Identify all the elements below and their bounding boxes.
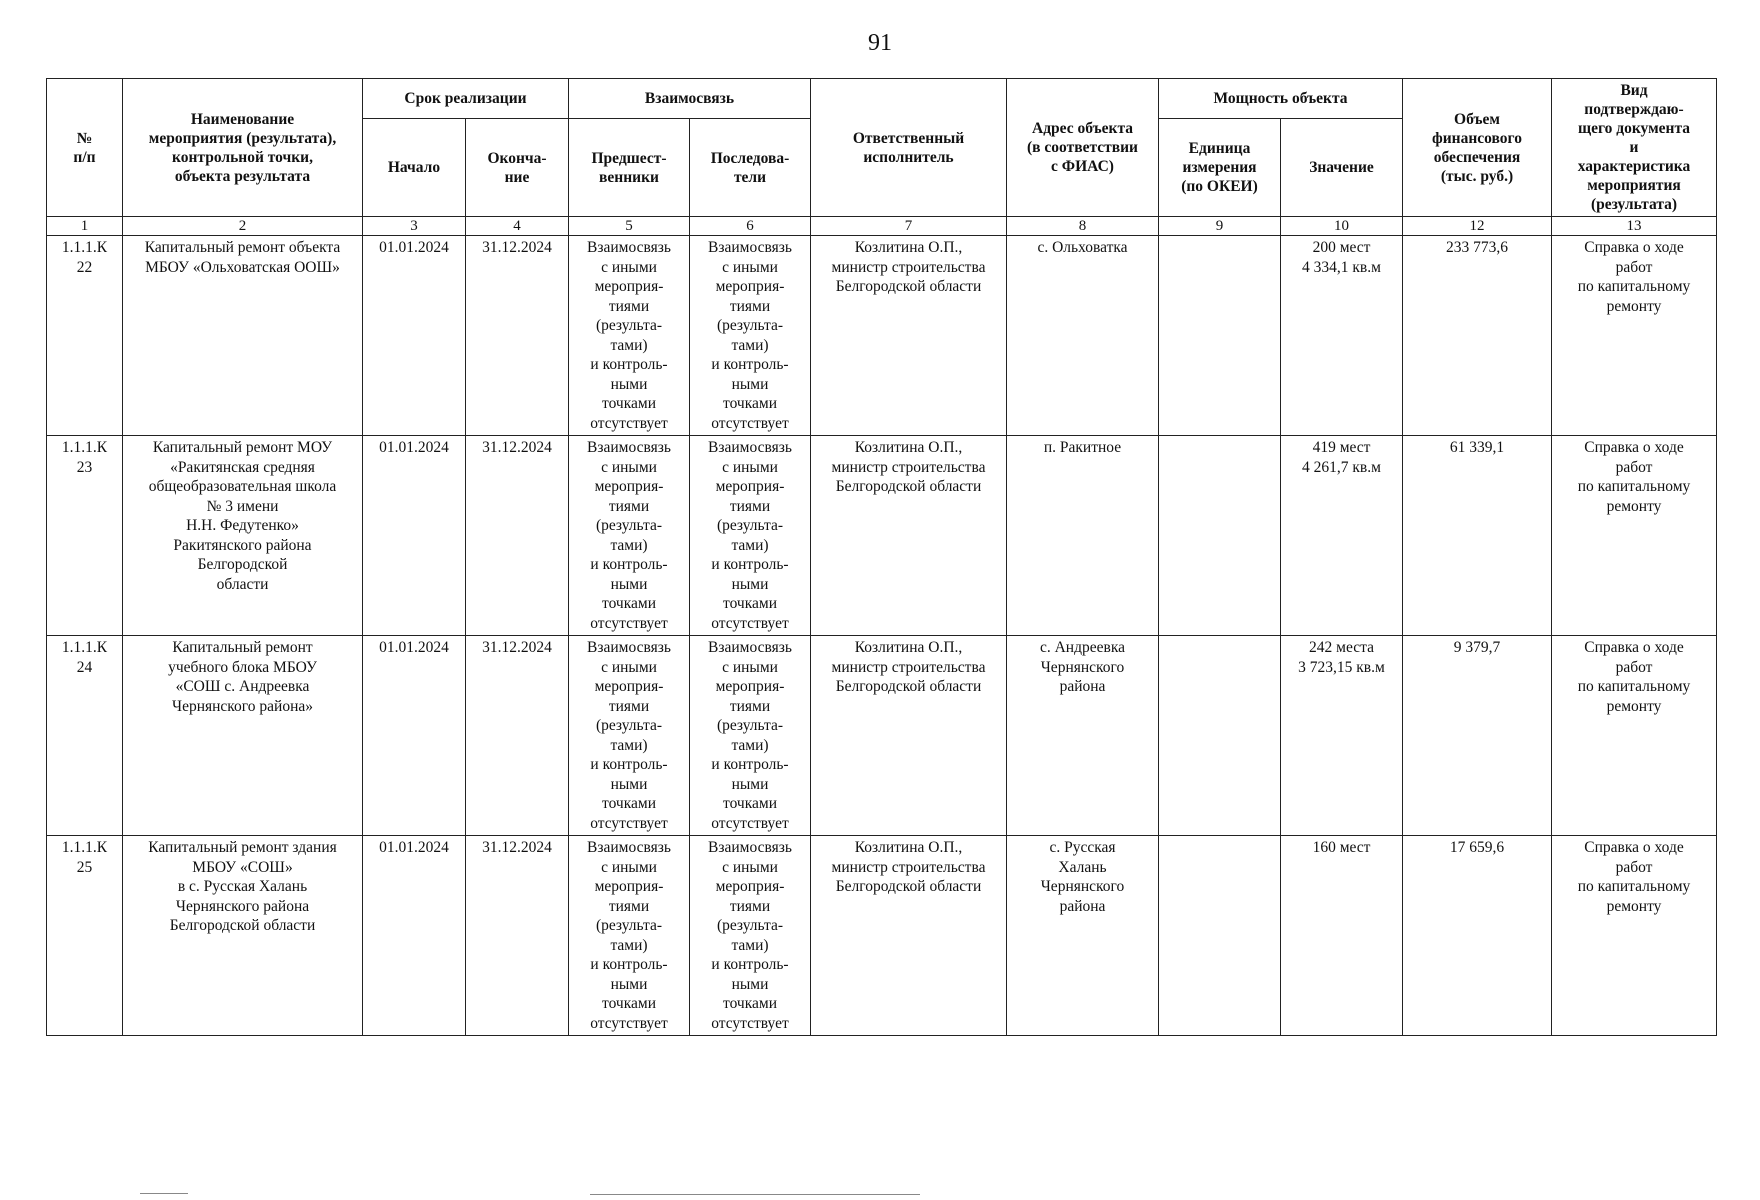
- cell-predecessors: Взаимосвязь с иными мероприя- тиями (результа- тами) и контроль- ными точками отсутствует: [569, 836, 690, 1036]
- cell-finance: 233 773,6: [1403, 236, 1552, 436]
- cell-start: 01.01.2024: [363, 836, 466, 1036]
- scan-line: [590, 1194, 920, 1195]
- cell-value: 200 мест 4 334,1 кв.м: [1281, 236, 1403, 436]
- cell-successors: Взаимосвязь с иными мероприя- тиями (результа- тами) и контроль- ными точками отсутствует: [690, 836, 811, 1036]
- cell-document: Справка о ходе работ по капитальному ремонту: [1552, 836, 1717, 1036]
- column-number: 8: [1007, 217, 1159, 236]
- column-number: 10: [1281, 217, 1403, 236]
- header-link: Взаимосвязь: [569, 79, 811, 119]
- cell-successors: Взаимосвязь с иными мероприя- тиями (результа- тами) и контроль- ными точками отсутствует: [690, 436, 811, 636]
- header-num: № п/п: [47, 79, 123, 217]
- header-predecessors: Предшест- венники: [569, 119, 690, 217]
- cell-num: 1.1.1.К 22: [47, 236, 123, 436]
- cell-unit: [1159, 236, 1281, 436]
- cell-successors: Взаимосвязь с иными мероприя- тиями (результа- тами) и контроль- ными точками отсутствует: [690, 236, 811, 436]
- cell-num: 1.1.1.К 23: [47, 436, 123, 636]
- cell-successors: Взаимосвязь с иными мероприя- тиями (результа- тами) и контроль- ными точками отсутствует: [690, 636, 811, 836]
- cell-address: с. Андреевка Чернянского района: [1007, 636, 1159, 836]
- table-row: [47, 236, 1717, 436]
- cell-document: Справка о ходе работ по капитальному ремонту: [1552, 636, 1717, 836]
- header-power: Мощность объекта: [1159, 79, 1403, 119]
- header-term: Срок реализации: [363, 79, 569, 119]
- header-start: Начало: [363, 119, 466, 217]
- cell-address: с. Русская Халань Чернянского района: [1007, 836, 1159, 1036]
- cell-name: Капитальный ремонт здания МБОУ «СОШ» в с. Русская Халань Чернянского района Белгородской области: [123, 836, 363, 1036]
- cell-end: 31.12.2024: [466, 236, 569, 436]
- cell-finance: 17 659,6: [1403, 836, 1552, 1036]
- column-number: 7: [811, 217, 1007, 236]
- cell-responsible: Козлитина О.П., министр строительства Белгородской области: [811, 836, 1007, 1036]
- cell-name: Капитальный ремонт МОУ «Ракитянская средняя общеобразовательная школа № 3 имени Н.Н. Федутенко» Ракитянского района Белгородской области: [123, 436, 363, 636]
- cell-start: 01.01.2024: [363, 436, 466, 636]
- cell-responsible: Козлитина О.П., министр строительства Белгородской области: [811, 236, 1007, 436]
- cell-responsible: Козлитина О.П., министр строительства Белгородской области: [811, 636, 1007, 836]
- header-end: Оконча- ние: [466, 119, 569, 217]
- header-document: Вид подтверждаю- щего документа и характеристика мероприятия (результата): [1552, 79, 1717, 217]
- table-row: [47, 436, 1717, 636]
- cell-unit: [1159, 836, 1281, 1036]
- cell-name: Капитальный ремонт учебного блока МБОУ «СОШ с. Андреевка Чернянского района»: [123, 636, 363, 836]
- cell-unit: [1159, 636, 1281, 836]
- column-number: 13: [1552, 217, 1717, 236]
- cell-num: 1.1.1.К 24: [47, 636, 123, 836]
- cell-value: 242 места 3 723,15 кв.м: [1281, 636, 1403, 836]
- cell-value: 419 мест 4 261,7 кв.м: [1281, 436, 1403, 636]
- cell-address: с. Ольховатка: [1007, 236, 1159, 436]
- cell-predecessors: Взаимосвязь с иными мероприя- тиями (результа- тами) и контроль- ными точками отсутствует: [569, 436, 690, 636]
- header-responsible: Ответственный исполнитель: [811, 79, 1007, 217]
- column-number: 4: [466, 217, 569, 236]
- scan-line: [140, 1193, 188, 1194]
- cell-end: 31.12.2024: [466, 436, 569, 636]
- header-successors: Последова- тели: [690, 119, 811, 217]
- measures-table: [46, 78, 1717, 1036]
- cell-end: 31.12.2024: [466, 836, 569, 1036]
- cell-address: п. Ракитное: [1007, 436, 1159, 636]
- header-name: Наименование мероприятия (результата), контрольной точки, объекта результата: [123, 79, 363, 217]
- column-number: 3: [363, 217, 466, 236]
- cell-finance: 9 379,7: [1403, 636, 1552, 836]
- cell-start: 01.01.2024: [363, 636, 466, 836]
- cell-start: 01.01.2024: [363, 236, 466, 436]
- cell-value: 160 мест: [1281, 836, 1403, 1036]
- table-row: [47, 836, 1717, 1036]
- cell-num: 1.1.1.К 25: [47, 836, 123, 1036]
- cell-end: 31.12.2024: [466, 636, 569, 836]
- cell-name: Капитальный ремонт объекта МБОУ «Ольховатская ООШ»: [123, 236, 363, 436]
- column-numbers-row: [47, 217, 1717, 236]
- header-row-1: [47, 79, 1717, 119]
- column-number: 12: [1403, 217, 1552, 236]
- header-value: Значение: [1281, 119, 1403, 217]
- cell-predecessors: Взаимосвязь с иными мероприя- тиями (результа- тами) и контроль- ными точками отсутствует: [569, 636, 690, 836]
- column-number: 5: [569, 217, 690, 236]
- column-number: 6: [690, 217, 811, 236]
- cell-unit: [1159, 436, 1281, 636]
- header-address: Адрес объекта (в соответствии с ФИАС): [1007, 79, 1159, 217]
- column-number: 2: [123, 217, 363, 236]
- cell-responsible: Козлитина О.П., министр строительства Белгородской области: [811, 436, 1007, 636]
- cell-predecessors: Взаимосвязь с иными мероприя- тиями (результа- тами) и контроль- ными точками отсутствует: [569, 236, 690, 436]
- cell-document: Справка о ходе работ по капитальному ремонту: [1552, 436, 1717, 636]
- cell-finance: 61 339,1: [1403, 436, 1552, 636]
- page-number: 91: [868, 30, 892, 56]
- table-row: [47, 636, 1717, 836]
- column-number: 9: [1159, 217, 1281, 236]
- column-number: 1: [47, 217, 123, 236]
- cell-document: Справка о ходе работ по капитальному ремонту: [1552, 236, 1717, 436]
- header-unit: Единица измерения (по ОКЕИ): [1159, 119, 1281, 217]
- header-finance: Объем финансового обеспечения (тыс. руб.): [1403, 79, 1552, 217]
